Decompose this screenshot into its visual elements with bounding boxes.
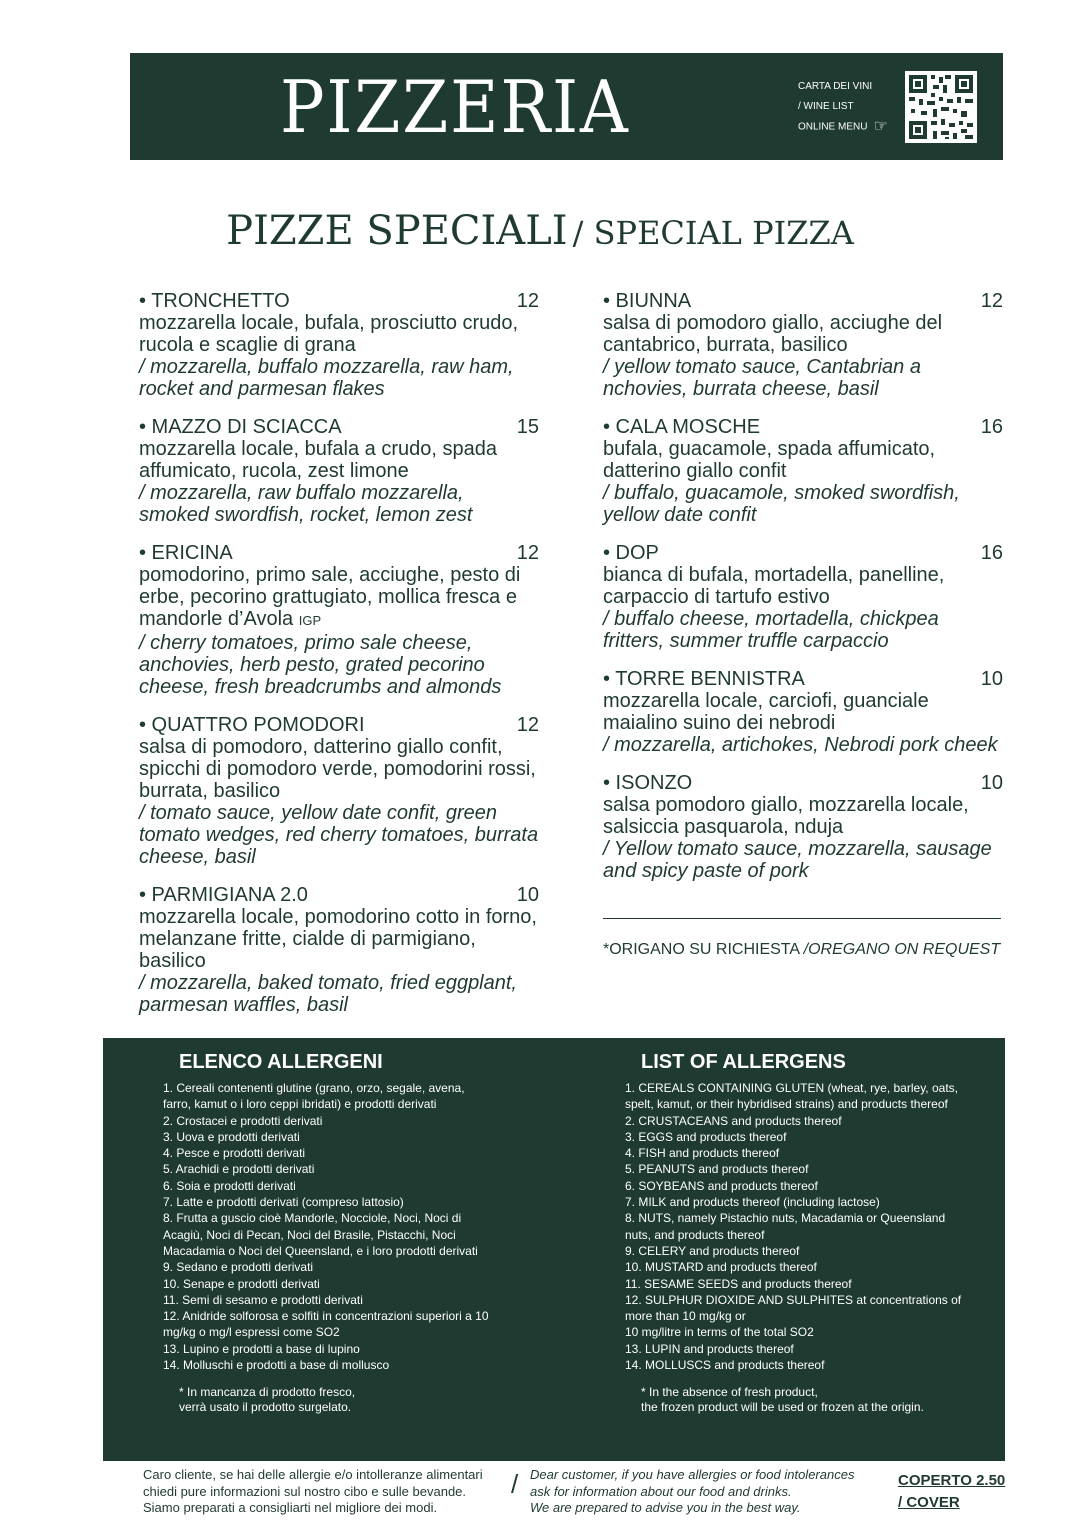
pizza-price: 12	[516, 542, 539, 564]
page-title: PIZZERIA	[280, 65, 630, 149]
pizza-ingredients-en: / mozzarella, buffalo mozzarella, raw ham, rocket and parmesan flakes	[139, 356, 514, 400]
pizza-price: 12	[516, 290, 539, 312]
allergens-en	[625, 1050, 985, 1415]
pizza-price: 10	[980, 772, 1003, 794]
allergen-item: 13. Lupino e prodotti a base di lupino	[163, 1341, 360, 1356]
allergen-item: mg/kg o mg/l espressi come SO2	[163, 1325, 340, 1340]
pizza-ingredients-it: mozzarella locale, bufala, prosciutto crudo, rucola e scaglie di grana	[139, 312, 519, 356]
allergen-item: 5. Arachidi e prodotti derivati	[163, 1162, 315, 1177]
allergens-title-it: ELENCO ALLERGENI	[179, 1051, 383, 1073]
footer-line: Siamo preparati a consigliarti nel migliore dei modi.	[143, 1500, 438, 1515]
pizza-name: • BIUNNA	[603, 290, 692, 312]
note-line: verrà usato il prodotto surgelato.	[179, 1400, 352, 1415]
note-line: * In mancanza di prodotto fresco,	[179, 1385, 356, 1400]
pizza-ingredients-en: / mozzarella, artichokes, Nebrodi pork cheek	[603, 734, 998, 756]
wine-list-label-en: / WINE LIST	[798, 101, 854, 112]
qr-code-icon[interactable]	[905, 71, 977, 143]
pizza-item	[603, 290, 1003, 400]
footer-line: We are prepared to advise you in the best way.	[530, 1500, 801, 1515]
online-menu-label: ONLINE MENU	[798, 121, 868, 133]
allergen-item: 2. Crostacei e prodotti derivati	[163, 1113, 323, 1128]
pizza-ingredients-en: / mozzarella, raw buffalo mozzarella, smoked swordfish, rocket, lemon zest	[139, 482, 473, 526]
pizza-ingredients-it: mozzarella locale, pomodorino cotto in forno, melanzane fritte, cialde di parmigiano, basilico	[139, 906, 537, 972]
pizza-ingredients-en: / mozzarella, baked tomato, fried eggplant, parmesan waffles, basil	[139, 972, 517, 1016]
allergen-item: 6. SOYBEANS and products thereof	[625, 1178, 818, 1193]
menu-header	[130, 53, 1003, 160]
allergens-list-it	[163, 1080, 543, 1373]
pizza-ingredients-it: salsa di pomodoro, datterino giallo confit, spicchi di pomodoro verde, pomodorini rossi, burrata, basilico	[139, 736, 536, 802]
pizza-price: 15	[516, 416, 539, 438]
note-line: * In the absence of fresh product,	[641, 1385, 818, 1400]
footer-line: Caro cliente, se hai delle allergie e/o intolleranze alimentari	[143, 1467, 483, 1482]
allergen-item: 14. MOLLUSCS and products thereof	[625, 1358, 825, 1373]
pizza-ingredients-en: / cherry tomatoes, primo sale cheese, anchovies, herb pesto, grated pecorino cheese, fresh breadcrumbs and almonds	[139, 632, 502, 698]
cover-charge-en: / COVER	[898, 1494, 960, 1511]
allergen-item: 6. Soia e prodotti derivati	[163, 1178, 296, 1193]
wine-list-label-it: CARTA DEI VINI	[798, 81, 873, 92]
footer-line: chiedi pure informazioni sul nostro cibo e sulle bevande.	[143, 1483, 467, 1499]
pizza-price: 10	[980, 668, 1003, 690]
pizza-name: • ISONZO	[603, 772, 693, 794]
allergen-item: 4. FISH and products thereof	[625, 1146, 780, 1161]
allergen-item: 3. EGGS and products thereof	[625, 1129, 787, 1144]
online-menu-link[interactable]	[798, 117, 888, 138]
oregano-note	[603, 941, 1003, 959]
allergen-item: farro, kamut o i loro ceppi ibridati) e prodotti derivati	[163, 1097, 437, 1112]
allergen-item: 14. Molluschi e prodotti a base di mollusco	[163, 1358, 390, 1373]
pizza-price: 16	[980, 542, 1003, 564]
footer-notice-en	[530, 1467, 890, 1517]
pizza-ingredients-it: mozzarella locale, carciofi, guanciale maialino suino dei nebrodi	[603, 690, 929, 734]
section-title	[0, 208, 1080, 254]
pizza-ingredients-it: mozzarella locale, bufala a crudo, spada affumicato, rucola, zest limone	[139, 438, 497, 482]
allergen-item: 11. SESAME SEEDS and products thereof	[625, 1276, 852, 1291]
allergen-item: Acagiù, Noci di Pecan, Noci del Brasile, Pistacchi, Noci	[163, 1227, 456, 1242]
pizza-ingredients-en: / buffalo, guacamole, smoked swordfish, yellow date confit	[603, 482, 960, 526]
pizza-price: 12	[980, 290, 1003, 312]
pizza-ingredients-it: bufala, guacamole, spada affumicato, datterino giallo confit	[603, 438, 936, 482]
allergens-note-en	[641, 1385, 985, 1415]
pizza-ingredients-en: / Yellow tomato sauce, mozzarella, sausage and spicy paste of pork	[603, 838, 992, 882]
pizza-ingredients-it	[139, 564, 539, 632]
pizza-ingredients-it: salsa pomodoro giallo, mozzarella locale, salsiccia pasquarola, nduja	[603, 794, 969, 838]
igp-label: IGP	[298, 613, 322, 628]
allergen-item: 12. SULPHUR DIOXIDE AND SULPHITES at concentrations of	[625, 1292, 962, 1307]
allergen-item: 3. Uova e prodotti derivati	[163, 1129, 300, 1144]
allergen-item: 1. CEREALS CONTAINING GLUTEN (wheat, rye, barley, oats,	[625, 1081, 958, 1095]
oregano-note-en: /OREGANO ON REQUEST	[803, 941, 1001, 958]
allergen-item: 9. Sedano e prodotti derivati	[163, 1260, 314, 1275]
pizza-ingredients-it: salsa di pomodoro giallo, acciughe del cantabrico, burrata, basilico	[603, 312, 943, 356]
section-title-en: / SPECIAL PIZZA	[572, 214, 854, 252]
allergens-note-it	[179, 1385, 543, 1415]
allergen-item: 13. LUPIN and products thereof	[625, 1341, 794, 1356]
allergen-item: 12. Anidride solforosa e solfiti in concentrazioni superiori a 10	[163, 1309, 489, 1324]
note-line: the frozen product will be used or frozen at the origin.	[641, 1400, 924, 1415]
pizza-item	[603, 542, 1003, 652]
pizza-item	[603, 416, 1003, 526]
allergen-item: 4. Pesce e prodotti derivati	[163, 1146, 306, 1161]
allergen-item: 7. MILK and products thereof (including lactose)	[625, 1195, 880, 1210]
allergen-item: more than 10 mg/kg or	[625, 1309, 746, 1324]
pizza-name: • ERICINA	[139, 542, 233, 564]
allergens-title-en: LIST OF ALLERGENS	[641, 1051, 846, 1073]
pizza-item	[603, 772, 1003, 882]
pizza-name: • QUATTRO POMODORI	[139, 714, 365, 736]
pizza-price: 12	[516, 714, 539, 736]
allergen-item: 2. CRUSTACEANS and products thereof	[625, 1113, 842, 1128]
footer-separator: /	[511, 1469, 519, 1499]
cover-charge-it: COPERTO 2.50	[898, 1472, 1006, 1489]
allergen-item: 10 mg/litre in terms of the total SO2	[625, 1325, 814, 1340]
divider	[603, 918, 1001, 919]
pizza-ingredients-en: / buffalo cheese, mortadella, chickpea fritters, summer truffle carpaccio	[603, 608, 939, 652]
pizza-name: • CALA MOSCHE	[603, 416, 761, 438]
allergen-item: spelt, kamut, or their hybridised strains) and products thereof	[625, 1097, 948, 1112]
allergen-item: 7. Latte e prodotti derivati (compreso lattosio)	[163, 1195, 404, 1210]
pizza-item	[139, 416, 539, 526]
allergens-it	[163, 1050, 543, 1415]
wine-list-links	[798, 77, 888, 138]
allergen-item: Macadamia o Noci del Queensland, e i loro prodotti derivati	[163, 1243, 478, 1258]
pizza-name: • TORRE BENNISTRA	[603, 668, 805, 690]
allergen-item: 11. Semi di sesamo e prodotti derivati	[163, 1292, 363, 1307]
allergen-item: 1. Cereali contenenti glutine (grano, orzo, segale, avena,	[163, 1081, 465, 1095]
pizza-name: • TRONCHETTO	[139, 290, 290, 312]
allergen-item: 9. CELERY and products thereof	[625, 1243, 800, 1258]
footer-line: ask for information about our food and drinks.	[530, 1483, 792, 1499]
pizza-price: 16	[980, 416, 1003, 438]
pizza-list-left	[139, 290, 539, 1032]
pizza-ingredients-it: bianca di bufala, mortadella, panelline, carpaccio di tartufo estivo	[603, 564, 945, 608]
allergen-item: nuts, and products thereof	[625, 1227, 765, 1242]
allergens-panel	[103, 1038, 1005, 1461]
pizza-item	[139, 884, 539, 1016]
pizza-list-right	[603, 290, 1003, 959]
footer-line: Dear customer, if you have allergies or food intolerances	[530, 1467, 855, 1482]
allergen-item: 10. MUSTARD and products thereof	[625, 1260, 817, 1275]
pizza-name: • DOP	[603, 542, 659, 564]
allergen-item: 8. NUTS, namely Pistachio nuts, Macadamia or Queensland	[625, 1211, 946, 1226]
pizza-item	[603, 668, 1003, 756]
allergens-list-en	[625, 1080, 985, 1373]
allergen-item: 5. PEANUTS and products thereof	[625, 1162, 809, 1177]
footer-notice-it	[143, 1467, 513, 1517]
pizza-item	[139, 714, 539, 868]
pizza-item	[139, 290, 539, 400]
pizza-ingredients-en: / tomato sauce, yellow date confit, green tomato wedges, red cherry tomatoes, burrata cheese, basil	[139, 802, 539, 868]
allergen-item: 8. Frutta a guscio cioè Mandorle, Nocciole, Noci, Noci di	[163, 1211, 462, 1226]
pizza-name: • MAZZO DI SCIACCA	[139, 416, 342, 438]
pizza-name: • PARMIGIANA 2.0	[139, 884, 308, 906]
oregano-note-it: *ORIGANO SU RICHIESTA	[603, 941, 800, 958]
section-title-it: PIZZE SPECIALI	[226, 208, 568, 254]
pizza-item	[139, 542, 539, 698]
pizza-ingredients-en: / yellow tomato sauce, Cantabrian a nchovies, burrata cheese, basil	[603, 356, 921, 400]
pointing-hand-icon: ☞	[873, 118, 888, 135]
pizza-price: 10	[516, 884, 539, 906]
allergen-item: 10. Senape e prodotti derivati	[163, 1276, 320, 1291]
cover-charge	[898, 1470, 1005, 1514]
pizza-ingredients-it-text: pomodorino, primo sale, acciughe, pesto di erbe, pecorino grattugiato, mollica fresca e mandorle d’Avola	[139, 564, 521, 630]
